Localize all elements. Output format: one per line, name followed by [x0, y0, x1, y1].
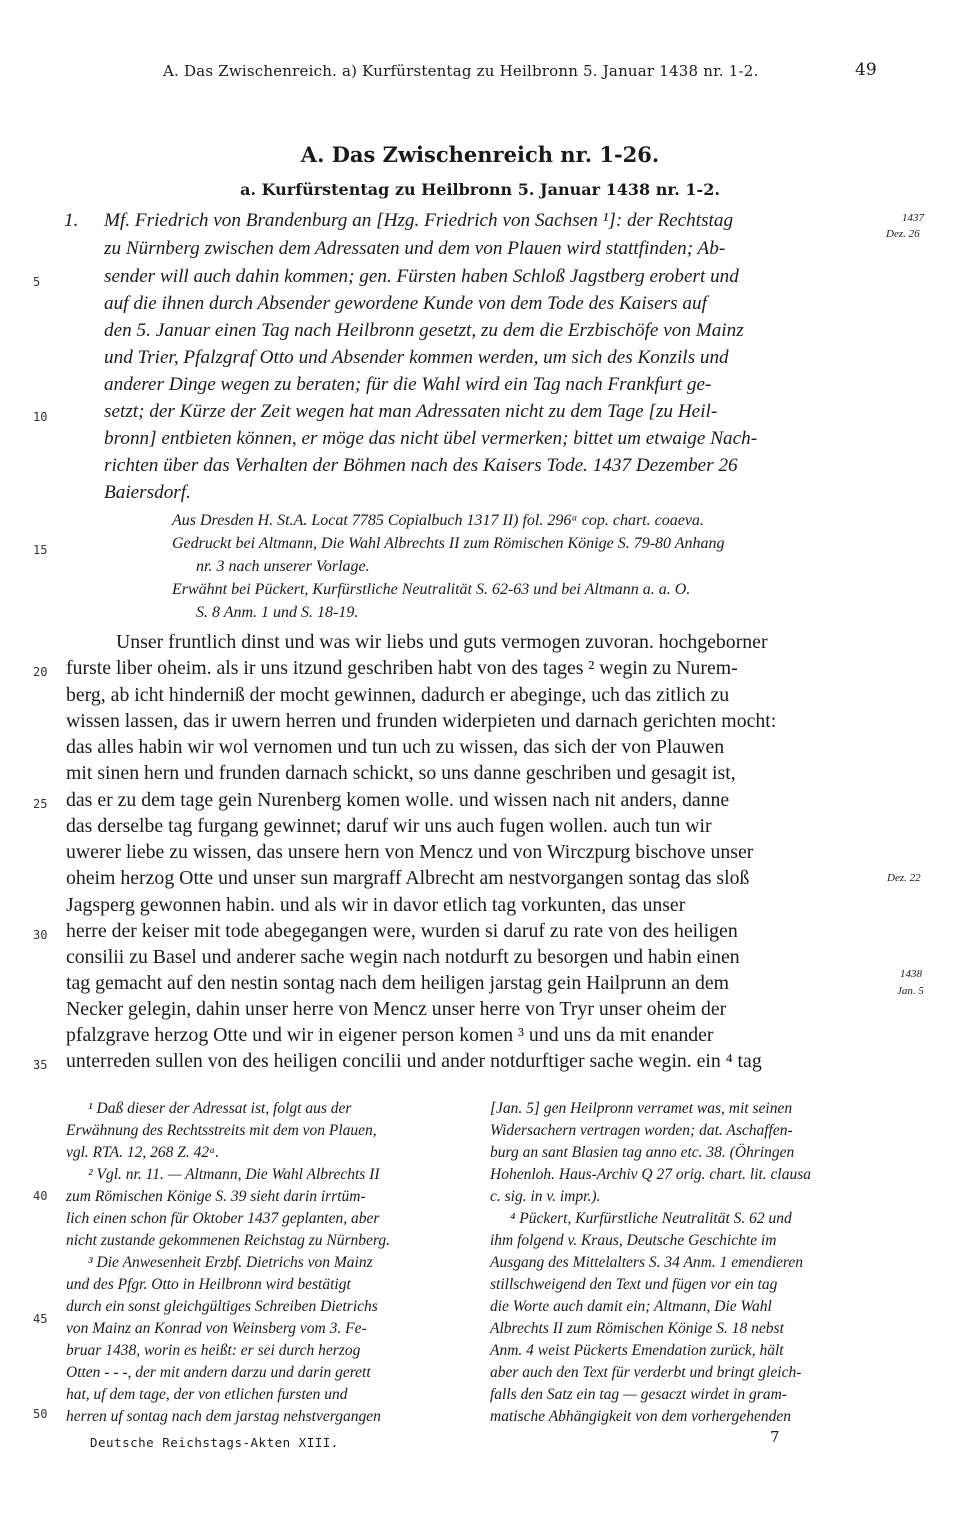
- footnote-line: ² Vgl. nr. 11. — Altmann, Die Wahl Albrechts II: [88, 1166, 380, 1183]
- margin-date: Dez. 26: [886, 228, 920, 240]
- body-line: das derselbe tag furgang gewinnet; daruf wir uns auch fugen wollen. auch tun wir: [66, 815, 712, 837]
- line-number: 50: [33, 1407, 48, 1421]
- footnote-line: hat, uf dem tage, der von etlichen fursten und: [66, 1386, 348, 1403]
- source-line: Gedruckt bei Altmann, Die Wahl Albrechts II zum Römischen Könige S. 79-80 Anhang: [172, 535, 725, 552]
- footnote-line: ihm folgend v. Kraus, Deutsche Geschichte im: [490, 1232, 777, 1249]
- footnote-line: und des Pfgr. Otto in Heilbronn wird bestätigt: [66, 1276, 351, 1293]
- footnote-line: stillschweigend den Text und fügen vor ein tag: [490, 1276, 778, 1293]
- body-line: das alles habin wir wol vernomen und tun uch zu wissen, das sich der von Plauwen: [66, 736, 725, 758]
- footnote-line: bruar 1438, worin es heißt: er sei durch herzog: [66, 1342, 361, 1359]
- footnote-line: durch ein sonst gleichgültiges Schreiben Dietrichs: [66, 1298, 378, 1315]
- line-number: 20: [33, 665, 48, 679]
- footnote-line: aber auch den Text für verderbt und bringt gleich-: [490, 1364, 802, 1381]
- footnote-line: von Mainz an Konrad von Weinsberg vom 3. Fe-: [66, 1320, 367, 1337]
- sheet-number: 7: [770, 1428, 780, 1446]
- body-line: herre der keiser mit tode abegegangen were, wurden si daruf zu rate von des heiligen: [66, 920, 738, 942]
- page-number: 49: [855, 60, 877, 80]
- regest-line: auf die ihnen durch Absender gewordene Kunde von dem Tode des Kaisers auf: [104, 293, 707, 314]
- regest-line: sender will auch dahin kommen; gen. Fürsten haben Schloß Jagstberg erobert und: [104, 266, 739, 287]
- body-line: wissen lassen, das ir uwern herren und frunden widerpieten und darnach gerichten mocht:: [66, 710, 777, 732]
- body-line: berg, ab icht hinderniß der mocht gewinnen, dadurch er abeginge, uch das zitlich zu: [66, 684, 730, 706]
- regest-line: setzt; der Kürze der Zeit wegen hat man Adressaten nicht zu dem Tage [zu Heil-: [104, 401, 718, 422]
- footnote-line: c. sig. in v. impr.).: [490, 1188, 601, 1205]
- body-line: Unser fruntlich dinst und was wir liebs und guts vermogen zuvoran. hochgeborner: [116, 631, 768, 653]
- body-line: consilii zu Basel und anderer sache wegin nach notdurft zu besorgen und habin einen: [66, 946, 740, 968]
- source-line: Erwähnt bei Pückert, Kurfürstliche Neutralität S. 62-63 und bei Altmann a. a. O.: [172, 581, 691, 598]
- margin-date: Dez. 22: [887, 872, 921, 884]
- body-line: tag gemacht auf den nestin sontag nach dem heiligen jarstag gein Hailprunn an dem: [66, 972, 730, 994]
- footnote-line: Albrechts II zum Römischen Könige S. 18 nebst: [490, 1320, 784, 1337]
- running-head: A. Das Zwischenreich. a) Kurfürstentag zu Heilbronn 5. Januar 1438 nr. 1-2.: [163, 62, 759, 80]
- line-number: 15: [33, 543, 48, 557]
- regest-number: 1.: [64, 210, 79, 231]
- footnote-line: nicht zustande gekommenen Reichstag zu Nürnberg.: [66, 1232, 391, 1249]
- body-line: Jagsperg gewonnen habin. und als wir in davor etlich tag vorkunten, das unser: [66, 894, 686, 916]
- section-title: A. Das Zwischenreich nr. 1-26.: [300, 142, 660, 167]
- regest-line: zu Nürnberg zwischen dem Adressaten und dem von Plauen wird stattfinden; Ab-: [104, 238, 726, 259]
- footnote-line: matische Abhängigkeit von dem vorhergehenden: [490, 1408, 792, 1425]
- footnote-line: Otten - - -, der mit andern darzu und darin gerett: [66, 1364, 371, 1381]
- footnote-line: lich einen schon für Oktober 1437 geplanten, aber: [66, 1210, 380, 1227]
- body-line: oheim herzog Otte und unser sun margraff Albrecht am nestvorgangen sontag das sloß: [66, 867, 750, 889]
- line-number: 5: [33, 275, 41, 289]
- footnote-line: zum Römischen Könige S. 39 sieht darin irrtüm-: [66, 1188, 366, 1205]
- regest-line: den 5. Januar einen Tag nach Heilbronn gesetzt, zu dem die Erzbischöfe von Mainz: [104, 320, 744, 341]
- footnote-line: ⁴ Pückert, Kurfürstliche Neutralität S. 62 und: [510, 1210, 792, 1227]
- footnote-line: Hohenloh. Haus-Archiv Q 27 orig. chart. lit. clausa: [490, 1166, 812, 1183]
- body-line: uwerer liebe zu wissen, das unsere hern von Mencz und von Wirczpurg bischove unser: [66, 841, 754, 863]
- body-line: pfalzgrave herzog Otte und wir in eigener person komen ³ und uns da mit enander: [66, 1024, 714, 1046]
- regest-line: richten über das Verhalten der Böhmen nach des Kaisers Tode. 1437 Dezember 26: [104, 455, 738, 476]
- regest-line: Baiersdorf.: [104, 482, 191, 503]
- body-line: furste liber oheim. als ir uns itzund geschriben habt von des tages ² wegin zu Nurem-: [66, 657, 738, 679]
- footnote-line: falls den Satz ein tag — gesaczt wirdet in gram-: [490, 1386, 787, 1403]
- line-number: 45: [33, 1312, 48, 1326]
- footnote-line: ³ Die Anwesenheit Erzbf. Dietrichs von Mainz: [88, 1254, 373, 1271]
- footnote-line: die Worte auch damit ein; Altmann, Die Wahl: [490, 1298, 772, 1315]
- subsection-title: a. Kurfürstentag zu Heilbronn 5. Januar 1438 nr. 1-2.: [240, 180, 720, 199]
- footnote-line: vgl. RTA. 12, 268 Z. 42ᵃ.: [66, 1144, 220, 1161]
- footnote-line: Ausgang des Mittelalters S. 34 Anm. 1 emendieren: [490, 1254, 803, 1271]
- margin-date: 1438: [900, 968, 922, 980]
- regest-line: anderer Dinge wegen zu beraten; für die Wahl wird ein Tag nach Frankfurt ge-: [104, 374, 712, 395]
- line-number: 30: [33, 928, 48, 942]
- body-line: das er zu dem tage gein Nurenberg komen wolle. und wissen nach nit anders, danne: [66, 789, 730, 811]
- margin-date: Jan. 5: [897, 985, 924, 997]
- body-line: Necker gelegin, dahin unser herre von Mencz unser herre von Tryr unser oheim der: [66, 998, 727, 1020]
- footnote-line: Anm. 4 weist Pückerts Emendation zurück, hält: [490, 1342, 784, 1359]
- line-number: 25: [33, 797, 48, 811]
- regest-line: Mf. Friedrich von Brandenburg an [Hzg. Friedrich von Sachsen ¹]: der Rechtstag: [104, 210, 734, 231]
- source-line: S. 8 Anm. 1 und S. 18-19.: [196, 604, 359, 621]
- footnote-line: Widersachern vertragen worden; dat. Aschaffen-: [490, 1122, 793, 1139]
- regest-line: bronn] entbieten können, er möge das nicht übel vermerken; bittet um etwaige Nach-: [104, 428, 758, 449]
- footnote-line: Erwähnung des Rechtsstreits mit dem von Plauen,: [66, 1122, 377, 1139]
- line-number: 10: [33, 410, 48, 424]
- source-line: nr. 3 nach unserer Vorlage.: [196, 558, 370, 575]
- footnote-line: ¹ Daß dieser der Adressat ist, folgt aus der: [88, 1100, 352, 1117]
- footnote-line: [Jan. 5] gen Heilpronn verramet was, mit seinen: [490, 1100, 793, 1117]
- line-number: 35: [33, 1058, 48, 1072]
- printer-signature: Deutsche Reichstags-Akten XIII.: [90, 1435, 339, 1450]
- margin-date: 1437: [902, 212, 924, 224]
- footnote-line: burg an sant Blasien tag anno etc. 38. (Öhringen: [490, 1144, 795, 1161]
- body-line: mit sinen hern und frunden darnach schickt, so uns danne geschriben und gesagit ist,: [66, 762, 736, 784]
- source-line: Aus Dresden H. St.A. Locat 7785 Copialbuch 1317 II) fol. 296ᵃ cop. chart. coaeva.: [172, 512, 704, 529]
- footnote-line: herren uf sontag nach dem jarstag nehstvergangen: [66, 1408, 381, 1425]
- regest-line: und Trier, Pfalzgraf Otto und Absender kommen werden, um sich des Konzils und: [104, 347, 729, 368]
- body-line: unterreden sullen von des heiligen concilii und ander notdurftiger sache wegin. ein ⁴ tag: [66, 1050, 762, 1072]
- line-number: 40: [33, 1189, 48, 1203]
